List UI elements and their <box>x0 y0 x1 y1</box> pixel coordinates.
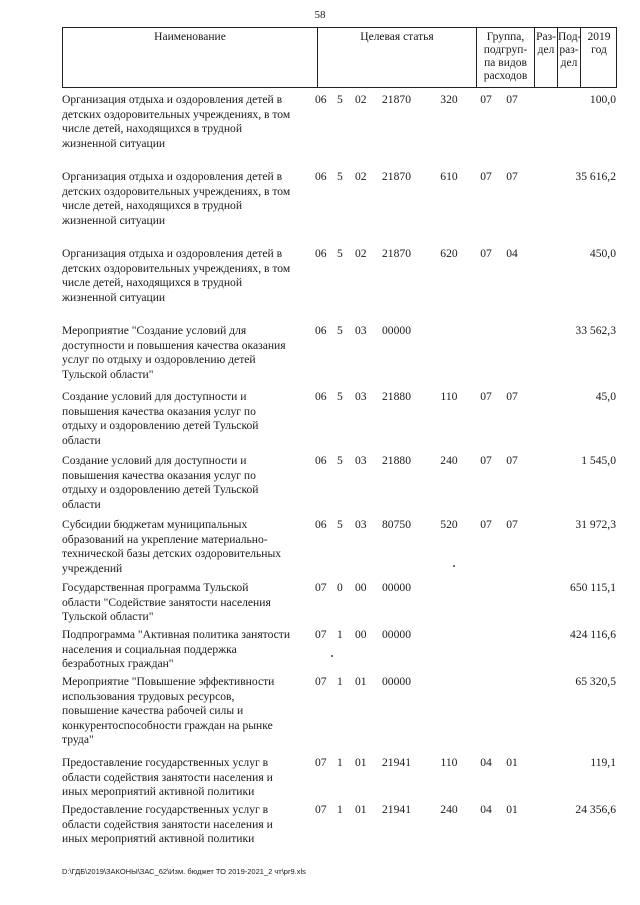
target-event: 02 <box>355 170 367 183</box>
target-program: 07 <box>315 756 327 769</box>
expense-group: 610 <box>440 170 458 183</box>
section: 07 <box>480 93 492 106</box>
target-subprogram: 1 <box>337 628 343 641</box>
row-name-line: Организация отдыха и оздоровления детей в <box>62 170 283 183</box>
target-event: 00 <box>355 628 367 641</box>
row-name-line: области содействия занятости населения и <box>62 770 273 784</box>
row-name-line: Тульской области" <box>62 610 154 623</box>
subsection: 07 <box>506 93 518 106</box>
target-event: 02 <box>355 247 367 260</box>
row-name-line: учреждений <box>62 561 123 575</box>
header-group-line: па видов <box>484 57 527 69</box>
row-name-line: области "Содействие занятости населения <box>62 595 271 609</box>
target-subprogram: 0 <box>337 581 343 594</box>
amount-2019: 650 115,1 <box>570 581 616 594</box>
row-name-line: Предоставление государственных услуг в <box>62 803 269 816</box>
row-name-line: детских оздоровительных учреждениях, в том <box>62 107 291 121</box>
row-name-line: жизненной ситуации <box>62 213 166 227</box>
expense-group: 110 <box>440 390 458 403</box>
header-group-line: расходов <box>483 70 528 82</box>
row-name <box>62 518 312 576</box>
row-name-line: области содействия занятости населения и <box>62 817 273 831</box>
row-name-line: Мероприятие "Создание условий для <box>62 324 247 337</box>
row-name <box>62 324 312 382</box>
row-name-line: Подпрограмма "Активная политика занятости <box>62 628 291 641</box>
target-subprogram: 5 <box>337 390 343 403</box>
header-subsection <box>558 28 581 87</box>
row-name-line: детских оздоровительных учреждениях, в том <box>62 261 291 275</box>
row-name-line: отдыху и оздоровлению детей Тульской <box>62 419 259 432</box>
subsection: 07 <box>506 390 518 403</box>
row-name-line: иных мероприятий активной политики <box>62 785 255 798</box>
target-program: 07 <box>315 581 327 594</box>
target-direction: 21941 <box>382 756 411 769</box>
row-name-line: повышение качества рабочей силы и <box>62 704 244 717</box>
target-event: 02 <box>355 93 367 106</box>
row-name-line: технической базы детских оздоровительных <box>62 547 282 560</box>
row-name-line: повышения качества оказания услуг по <box>62 404 256 418</box>
row-name-line: доступности и повышения качества оказания <box>62 338 286 352</box>
target-direction: 21870 <box>382 247 411 260</box>
row-name-line: детских оздоровительных учреждениях, в том <box>62 184 291 198</box>
subsection: 07 <box>506 454 518 467</box>
row-name <box>62 247 312 305</box>
header-subsection-line: дел <box>560 57 578 69</box>
subsection: 07 <box>506 518 518 531</box>
row-name-line: жизненной ситуации <box>62 290 166 304</box>
target-direction: 21941 <box>382 803 411 816</box>
row-name <box>62 93 312 151</box>
section: 04 <box>480 756 492 769</box>
row-name-line: услуг по отдыху и оздоровлению детей <box>62 353 256 366</box>
expense-group: 320 <box>440 93 458 106</box>
row-name <box>62 803 312 847</box>
subsection: 07 <box>506 170 518 183</box>
header-name: Наименование <box>63 28 318 87</box>
row-name <box>62 390 312 448</box>
row-name-line: Субсидии бюджетам муниципальных <box>62 518 248 531</box>
page-number: 58 <box>314 9 326 21</box>
header-section-line: Раз- <box>536 31 556 43</box>
expense-group: 520 <box>440 518 458 531</box>
row-name-line: использования трудовых ресурсов, <box>62 689 235 703</box>
row-name <box>62 454 312 512</box>
row-name <box>62 756 312 800</box>
row-name-line: Государственная программа Тульской <box>62 581 249 594</box>
header-expense-group <box>477 28 535 87</box>
target-program: 07 <box>315 675 327 688</box>
expense-group: 240 <box>440 454 458 467</box>
header-target-article: Целевая статья <box>318 28 477 87</box>
expense-group: 240 <box>440 803 458 816</box>
target-subprogram: 1 <box>337 803 343 816</box>
file-path-footer: D:\ГДБ\2019\ЗАКОНЫ\ЗАС_62\Изм. бюджет ТО 2019-2021_2 чт\pr9.xls <box>62 867 306 876</box>
target-program: 06 <box>315 390 327 403</box>
row-name-line: Предоставление государственных услуг в <box>62 756 269 769</box>
row-name <box>62 170 312 228</box>
scan-speck <box>453 565 455 567</box>
scan-speck <box>331 655 333 657</box>
target-program: 07 <box>315 628 327 641</box>
subsection: 04 <box>506 247 518 260</box>
row-name-line: области <box>62 433 101 447</box>
header-subsection-line: Под- <box>558 31 582 43</box>
row-name-line: Тульской области" <box>62 367 154 381</box>
row-name-line: Организация отдыха и оздоровления детей в <box>62 93 283 106</box>
target-subprogram: 5 <box>337 518 343 531</box>
section: 07 <box>480 454 492 467</box>
row-name-line: Создание условий для доступности и <box>62 390 247 403</box>
row-name-line: образований на укрепление материально- <box>62 532 268 546</box>
target-direction: 00000 <box>382 581 411 594</box>
target-program: 06 <box>315 93 327 106</box>
row-name-line: области <box>62 497 101 511</box>
header-group-line: Группа, <box>486 31 525 43</box>
section: 07 <box>480 518 492 531</box>
amount-2019: 65 320,5 <box>575 675 616 688</box>
header-section-line: дел <box>537 44 555 56</box>
target-subprogram: 1 <box>337 675 343 688</box>
amount-2019: 33 562,3 <box>575 324 616 337</box>
target-subprogram: 5 <box>337 454 343 467</box>
target-event: 01 <box>355 756 367 769</box>
row-name-line: конкурентоспособности граждан на рынке <box>62 718 273 732</box>
amount-2019: 450,0 <box>589 247 616 260</box>
row-name-line: повышения качества оказания услуг по <box>62 468 256 482</box>
target-program: 06 <box>315 247 327 260</box>
target-program: 06 <box>315 170 327 183</box>
target-subprogram: 5 <box>337 324 343 337</box>
amount-2019: 119,1 <box>590 756 616 769</box>
row-name-line: труда" <box>62 733 94 746</box>
row-name-line: числе детей, находящихся в трудной <box>62 122 243 135</box>
target-subprogram: 5 <box>337 170 343 183</box>
target-event: 03 <box>355 518 367 531</box>
target-program: 07 <box>315 803 327 816</box>
header-year: 2019 год <box>587 31 611 56</box>
row-name-line: числе детей, находящихся в трудной <box>62 276 243 289</box>
target-program: 06 <box>315 518 327 531</box>
target-subprogram: 5 <box>337 247 343 260</box>
target-direction: 21880 <box>382 454 411 467</box>
target-event: 03 <box>355 454 367 467</box>
section: 07 <box>480 247 492 260</box>
header-group-line: подгруп- <box>483 44 528 56</box>
section: 07 <box>480 170 492 183</box>
subsection: 01 <box>506 756 518 769</box>
row-name-line: иных мероприятий активной политики <box>62 832 255 845</box>
target-direction: 00000 <box>382 324 411 337</box>
target-program: 06 <box>315 454 327 467</box>
target-event: 03 <box>355 324 367 337</box>
target-event: 01 <box>355 675 367 688</box>
row-name-line: безработных граждан" <box>62 657 174 670</box>
amount-2019: 24 356,6 <box>575 803 616 816</box>
target-program: 06 <box>315 324 327 337</box>
row-name <box>62 675 312 748</box>
amount-2019: 45,0 <box>595 390 616 403</box>
target-event: 03 <box>355 390 367 403</box>
row-name-line: Создание условий для доступности и <box>62 454 247 467</box>
subsection: 01 <box>506 803 518 816</box>
target-direction: 00000 <box>382 675 411 688</box>
section: 07 <box>480 390 492 403</box>
target-subprogram: 1 <box>337 756 343 769</box>
target-subprogram: 5 <box>337 93 343 106</box>
amount-2019: 100,0 <box>589 93 616 106</box>
row-name-line: населения и социальная поддержка <box>62 642 237 656</box>
table-header <box>62 27 617 88</box>
expense-group: 110 <box>440 756 458 769</box>
amount-2019: 1 545,0 <box>581 454 616 467</box>
target-direction: 21880 <box>382 390 411 403</box>
row-name-line: Мероприятие "Повышение эффективности <box>62 675 275 688</box>
target-direction: 00000 <box>382 628 411 641</box>
row-name-line: отдыху и оздоровлению детей Тульской <box>62 483 259 496</box>
target-direction: 21870 <box>382 93 411 106</box>
target-direction: 80750 <box>382 518 411 531</box>
amount-2019: 35 616,2 <box>575 170 616 183</box>
header-subsection-line: раз- <box>559 44 579 56</box>
expense-group: 620 <box>440 247 458 260</box>
row-name-line: жизненной ситуации <box>62 136 166 150</box>
row-name-line: Организация отдыха и оздоровления детей в <box>62 247 283 260</box>
amount-2019: 424 116,6 <box>570 628 616 641</box>
target-event: 00 <box>355 581 367 594</box>
target-event: 01 <box>355 803 367 816</box>
row-name <box>62 628 312 672</box>
amount-2019: 31 972,3 <box>575 518 616 531</box>
row-name <box>62 581 312 625</box>
section: 04 <box>480 803 492 816</box>
target-direction: 21870 <box>382 170 411 183</box>
header-section <box>535 28 558 87</box>
row-name-line: числе детей, находящихся в трудной <box>62 199 243 212</box>
